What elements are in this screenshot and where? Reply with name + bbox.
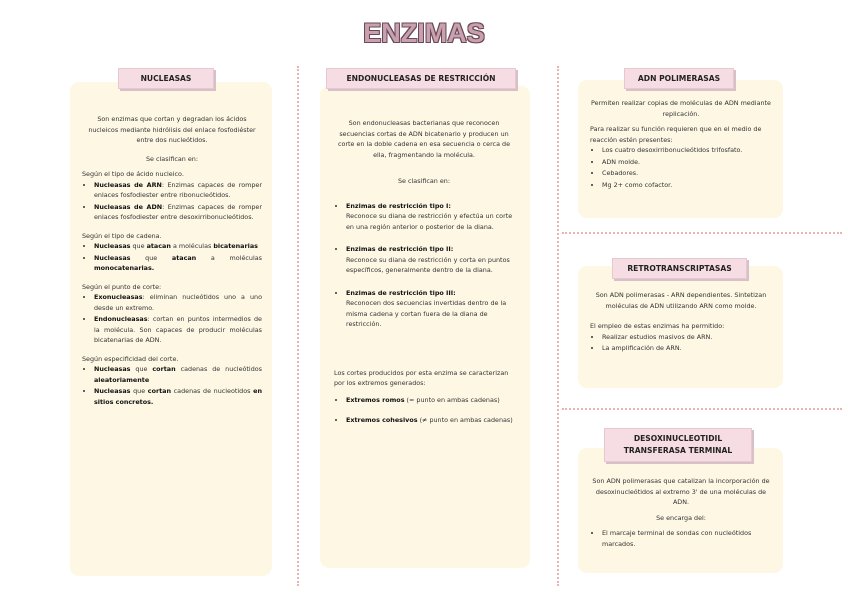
endo-extremos-list: [334, 395, 514, 426]
nucleasas-clasif: Se clasifican en:: [145, 154, 198, 163]
desoxi-intro: Son ADN polimerasas que catalizan la incorporación de desoxinucleótidos al extremo 3' de una moléculas de ADN.: [592, 477, 770, 506]
adn-polimerasas-content: [590, 98, 772, 191]
nucleasas-group3-list: [82, 292, 262, 346]
vertical-divider-left: [297, 66, 299, 586]
retrotranscriptasas-label: RETROTRANSCRIPTASAS: [612, 258, 747, 279]
retro-list: [590, 332, 772, 354]
list-item: • Los cuatro desoxirribonucleótidos trifosfato.: [602, 145, 772, 156]
list-item: • Nucleasas que cortan cadenas de nucleótidos aleatoriamente: [94, 364, 262, 385]
desoxi-label-line1: DESOXINUCLEOTIDIL: [633, 434, 723, 443]
endo-clasif: Se clasifican en:: [397, 177, 450, 185]
list-item: • Extremos romos (= punto en ambas cadenas): [346, 395, 514, 406]
horizontal-divider-top: [562, 232, 842, 234]
list-item: • El marcaje terminal de sondas con nucleótidos marcados.: [602, 528, 772, 549]
nucleasas-intro: Son enzimas que cortan y degradan los ácidos nucleicos mediante hidrólisis del enlace fosfodiéster entre dos nucleótidos.: [88, 115, 256, 144]
list-item: • Mg 2+ como cofactor.: [602, 180, 772, 191]
retro-uso: El empleo de estas enzimas ha permitido:: [590, 322, 725, 330]
desoxinucleotidil-content: [590, 476, 772, 550]
adnpol-req: Para realizar su función requieren que en el medio de reacción estén presentes:: [590, 125, 762, 144]
list-item: • Enzimas de restricción tipo II: Reconoce su diana de restricción y corta en puntos específicos, generalmente dentro de la diana.: [346, 244, 514, 276]
list-item: • Enzimas de restricción tipo I: Reconoce su diana de restricción y efectúa un corte en una región anterior o posterior de la diana.: [346, 201, 514, 233]
nucleasas-group1-list: [82, 180, 262, 223]
desoxi-enc: Se encarga del:: [656, 513, 706, 522]
adnpol-list: [590, 145, 772, 190]
nucleasas-label: NUCLEASAS: [118, 68, 214, 89]
nucleasas-group2-title: Según el tipo de cadena.: [82, 231, 162, 240]
list-item: • Nucleasas que cortan cadenas de nucleotidos en sitios concretos.: [94, 386, 262, 407]
list-item: • La amplificación de ARN.: [602, 343, 772, 354]
list-item: • Nucleasas de ARN: Enzimas capaces de romper enlaces fosfodiester entre ribonucleótidos.: [94, 180, 262, 201]
adnpol-intro: Permiten realizar copias de moléculas de ADN mediante replicación.: [591, 99, 771, 118]
list-item: • Extremos cohesivos (≠ punto en ambas cadenas): [346, 415, 514, 426]
list-item: • Exonucleasas: eliminan nucleótidos uno a uno desde un extremo.: [94, 292, 262, 313]
desoxi-label-line2: TRANSFERASA TERMINAL: [623, 446, 733, 455]
list-item: • Enzimas de restricción tipo III: Reconocen dos secuencias invertidas dentro de la misma cadena y cortan fuera de la diana de restricción.: [346, 288, 514, 330]
endonucleasas-content: [334, 118, 514, 427]
retrotranscriptasas-content: [590, 290, 772, 355]
endo-intro: Son endonucleasas bacterianas que reconocen secuencias cortas de ADN bicatenario y producen un corte en la doble cadena en esa secuencia o cerca de ella, fragmentando la molécula.: [337, 119, 511, 159]
vertical-divider-right: [557, 66, 559, 586]
desoxinucleotidil-label: [604, 428, 752, 462]
nucleasas-group4-list: [82, 364, 262, 407]
list-item: • Nucleasas que atacan a moléculas bicatenarias: [94, 241, 262, 252]
nucleasas-content: [82, 114, 262, 408]
list-item: • Nucleasas de ADN: Enzimas capaces de romper enlaces fosfodiester entre desoxirribonucleótidos.: [94, 202, 262, 223]
list-item: • Realizar estudios masivos de ARN.: [602, 332, 772, 343]
endonucleasas-label: ENDONUCLEASAS DE RESTRICCIÓN: [326, 68, 516, 89]
desoxi-list: [590, 528, 772, 549]
horizontal-divider-bottom: [562, 408, 842, 410]
list-item: • Nucleasas que atacan a moléculas monocatenarias.: [94, 253, 262, 274]
endo-types-list: [334, 201, 514, 330]
retro-intro: Son ADN polimerasas - ARN dependientes. Sintetizan moléculas de ADN utilizando ARN como molde.: [595, 291, 767, 310]
list-item: • Cebadores.: [602, 168, 772, 179]
adn-polimerasas-label: ADN POLIMERASAS: [624, 68, 734, 89]
endo-cortes: Los cortes producidos por esta enzima se caracterizan por los extremos generados:: [334, 368, 509, 387]
nucleasas-group1-title: Según el tipo de ácido nucleico.: [82, 170, 184, 178]
nucleasas-group3-title: Según el punto de corte:: [82, 282, 162, 291]
list-item: • Endonucleasas: cortan en puntos intermedios de la molécula. Son capaces de producir moléculas bicatenarias de ADN.: [94, 314, 262, 346]
list-item: • ADN molde.: [602, 157, 772, 168]
nucleasas-group2-list: [82, 241, 262, 274]
nucleasas-group4-title: Según especificidad del corte.: [82, 354, 179, 363]
page-title: ENZIMAS: [363, 18, 485, 48]
